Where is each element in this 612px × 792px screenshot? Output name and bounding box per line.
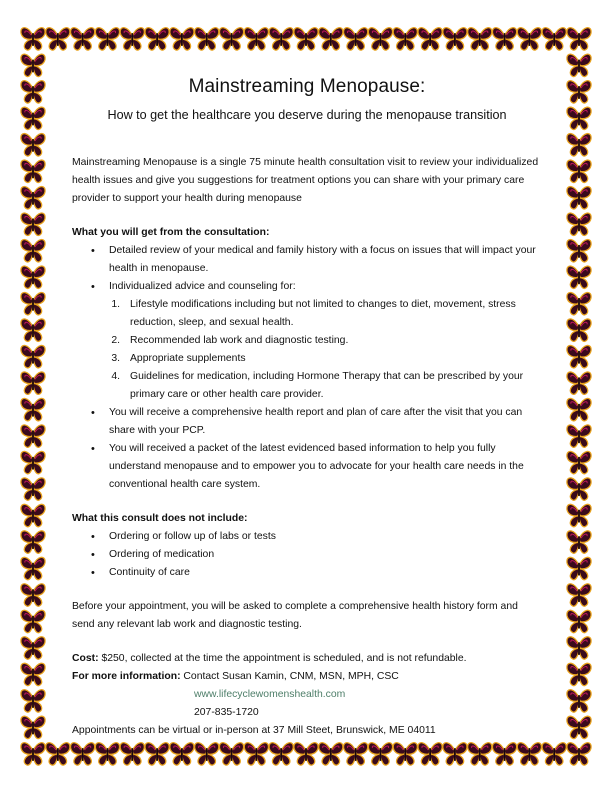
butterfly-icon: [344, 743, 368, 765]
butterfly-icon: [567, 292, 591, 314]
butterfly-icon: [219, 743, 243, 765]
butterfly-icon: [393, 743, 417, 765]
butterfly-icon: [294, 743, 318, 765]
butterfly-icon: [21, 716, 45, 738]
butterfly-icon: [368, 743, 392, 765]
butterfly-icon: [567, 557, 591, 579]
butterfly-icon: [418, 743, 442, 765]
butterfly-icon: [145, 743, 169, 765]
butterfly-icon: [21, 134, 45, 156]
advice-sublist: [72, 296, 542, 404]
flyer-content: [72, 76, 542, 740]
list-item: • Ordering or follow up of labs or tests: [72, 528, 542, 546]
butterfly-icon: [517, 28, 541, 50]
butterfly-icon: [170, 743, 194, 765]
butterfly-icon: [120, 28, 144, 50]
butterfly-icon: [21, 372, 45, 394]
butterfly-icon: [567, 478, 591, 500]
butterfly-icon: [567, 266, 591, 288]
excludes-heading: What this consult does not include:: [72, 513, 248, 524]
butterfly-icon: [21, 213, 45, 235]
butterfly-icon: [368, 28, 392, 50]
includes-heading: What you will get from the consultation:: [72, 227, 270, 238]
contact-label: For more information:: [72, 671, 181, 682]
butterfly-icon: [21, 478, 45, 500]
butterfly-icon: [294, 28, 318, 50]
butterfly-icon: [492, 743, 516, 765]
butterfly-icon: [567, 690, 591, 712]
excludes-list: [72, 528, 542, 582]
butterfly-icon: [567, 451, 591, 473]
butterfly-icon: [21, 451, 45, 473]
butterfly-icon: [21, 240, 45, 262]
butterfly-icon: [418, 28, 442, 50]
butterfly-icon: [567, 425, 591, 447]
butterfly-icon: [517, 743, 541, 765]
list-item: 1. Lifestyle modifications including but not limited to changes to diet, movement, stress reduction, sleep, and sexual health.: [111, 299, 516, 328]
butterfly-icon: [567, 54, 591, 76]
butterfly-icon: [468, 28, 492, 50]
phone-number: 207-835-1720: [194, 707, 259, 718]
butterfly-icon: [21, 160, 45, 182]
butterfly-icon: [21, 610, 45, 632]
butterfly-icon: [219, 28, 243, 50]
butterfly-icon: [170, 28, 194, 50]
contact-line: [72, 668, 542, 686]
before-appointment-paragraph: Before your appointment, you will be asked to complete a comprehensive health history form and send any relevant lab work and diagnostic testing.: [72, 601, 518, 630]
butterfly-icon: [71, 743, 95, 765]
butterfly-icon: [393, 28, 417, 50]
butterfly-icon: [95, 28, 119, 50]
butterfly-icon: [21, 81, 45, 103]
butterfly-icon: [21, 28, 45, 50]
intro-paragraph: Mainstreaming Menopause is a single 75 minute health consultation visit to review your individualized health issues and give you suggestions for treatment options you can share with your primary care provider to support your health during menopause: [72, 157, 539, 204]
butterfly-icon: [21, 187, 45, 209]
includes-list: [72, 242, 542, 296]
butterfly-icon: [567, 107, 591, 129]
butterfly-icon: [567, 716, 591, 738]
cost-text: $250, collected at the time the appointment is scheduled, and is not refundable.: [98, 653, 467, 664]
butterfly-icon: [567, 743, 591, 765]
butterfly-icon: [567, 28, 591, 50]
butterfly-icon: [46, 743, 70, 765]
appointments-line: Appointments can be virtual or in-person at 37 Mill Steet, Brunswick, ME 04011: [72, 725, 436, 736]
butterfly-icon: [567, 531, 591, 553]
butterfly-icon: [21, 663, 45, 685]
butterfly-icon: [443, 743, 467, 765]
butterfly-icon: [492, 28, 516, 50]
contact-text: Contact Susan Kamin, CNM, MSN, MPH, CSC: [180, 671, 399, 682]
butterfly-icon: [269, 743, 293, 765]
butterfly-icon: [319, 28, 343, 50]
list-item: [72, 278, 542, 296]
butterfly-icon: [567, 504, 591, 526]
butterfly-icon: [567, 372, 591, 394]
butterfly-icon: [542, 743, 566, 765]
butterfly-icon: [567, 81, 591, 103]
butterfly-icon: [21, 425, 45, 447]
butterfly-icon: [542, 28, 566, 50]
list-item: 4. Guidelines for medication, including Hormone Therapy that can be prescribed by your primary care or other health care provider.: [111, 371, 524, 400]
butterfly-icon: [195, 743, 219, 765]
butterfly-icon: [567, 160, 591, 182]
butterfly-icon: [269, 28, 293, 50]
butterfly-icon: [21, 345, 45, 367]
butterfly-icon: [567, 584, 591, 606]
butterfly-icon: [567, 240, 591, 262]
butterfly-icon: [21, 319, 45, 341]
list-item-text: Individualized advice and counseling for:: [109, 281, 296, 292]
page-title: Mainstreaming Menopause:: [188, 76, 426, 97]
butterfly-icon: [567, 345, 591, 367]
butterfly-icon: [567, 398, 591, 420]
list-item: • Detailed review of your medical and family history with a focus on issues that will impact your health in menopause.: [72, 242, 542, 278]
butterfly-icon: [567, 637, 591, 659]
butterfly-icon: [120, 743, 144, 765]
list-item: 2. Recommended lab work and diagnostic testing.: [111, 335, 349, 346]
butterfly-icon: [468, 743, 492, 765]
butterfly-icon: [567, 610, 591, 632]
cost-label: Cost:: [72, 653, 99, 664]
butterfly-icon: [21, 266, 45, 288]
website-link[interactable]: www.lifecyclewomenshealth.com: [194, 689, 346, 700]
butterfly-icon: [21, 743, 45, 765]
butterfly-icon: [21, 557, 45, 579]
list-item: 3. Appropriate supplements: [111, 353, 246, 364]
butterfly-icon: [567, 213, 591, 235]
butterfly-icon: [95, 743, 119, 765]
butterfly-icon: [71, 28, 95, 50]
website-line: [72, 686, 542, 704]
butterfly-icon: [21, 690, 45, 712]
page-subtitle: How to get the healthcare you deserve during the menopause transition: [107, 108, 507, 122]
butterfly-icon: [21, 584, 45, 606]
butterfly-icon: [319, 743, 343, 765]
butterfly-icon: [21, 637, 45, 659]
butterfly-icon: [46, 28, 70, 50]
butterfly-icon: [21, 504, 45, 526]
list-item: • You will received a packet of the latest evidenced based information to help you fully understand menopause and to empower you to advocate for your health care needs in the conventional health care system.: [72, 440, 542, 494]
butterfly-icon: [21, 531, 45, 553]
butterfly-icon: [244, 28, 268, 50]
butterfly-icon: [567, 319, 591, 341]
butterfly-icon: [21, 292, 45, 314]
butterfly-icon: [344, 28, 368, 50]
butterfly-icon: [567, 134, 591, 156]
butterfly-icon: [21, 107, 45, 129]
butterfly-icon: [145, 28, 169, 50]
includes-list-continued: [72, 404, 542, 494]
butterfly-icon: [443, 28, 467, 50]
butterfly-icon: [567, 663, 591, 685]
list-item: • Ordering of medication: [72, 546, 542, 564]
cost-line: [72, 650, 542, 668]
butterfly-icon: [195, 28, 219, 50]
butterfly-icon: [567, 187, 591, 209]
butterfly-icon: [21, 398, 45, 420]
butterfly-icon: [21, 54, 45, 76]
list-item: • You will receive a comprehensive health report and plan of care after the visit that you can share with your PCP.: [72, 404, 542, 440]
list-item: • Continuity of care: [72, 564, 542, 582]
butterfly-icon: [244, 743, 268, 765]
